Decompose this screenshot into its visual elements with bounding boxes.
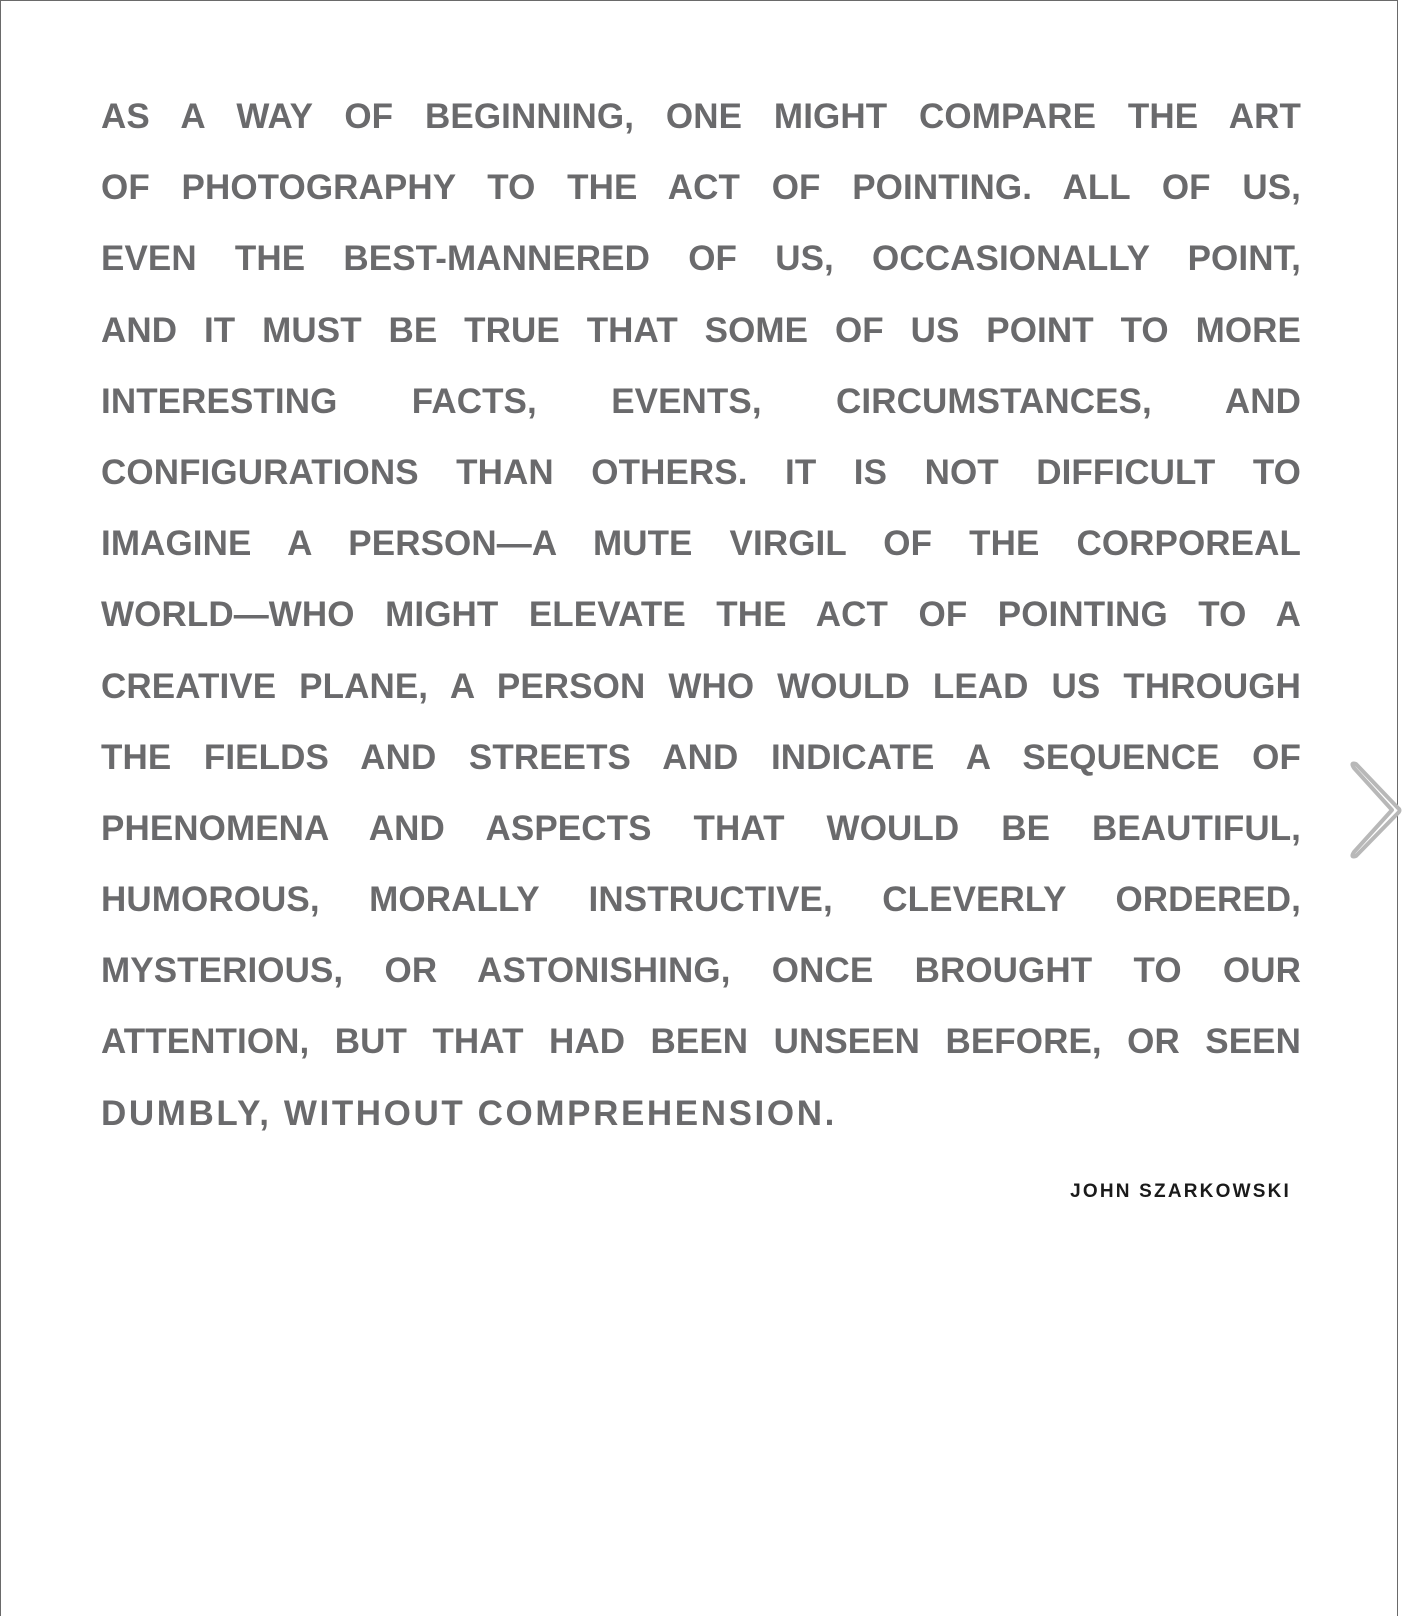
- quote-attribution: JOHN SZARKOWSKI: [1070, 1181, 1291, 1202]
- quote-line: CONFIGURATIONS THAN OTHERS. IT IS NOT DIFFICULT TO: [101, 452, 1301, 492]
- quote-line: AND IT MUST BE TRUE THAT SOME OF US POINT TO MORE: [101, 310, 1301, 350]
- quote-line: CREATIVE PLANE, A PERSON WHO WOULD LEAD US THROUGH: [101, 666, 1301, 706]
- quote-line: WORLD—WHO MIGHT ELEVATE THE ACT OF POINTING TO A: [101, 595, 1301, 635]
- quote-line: IMAGINE A PERSON—A MUTE VIRGIL OF THE CORPOREAL: [101, 524, 1301, 564]
- quote-line: THE FIELDS AND STREETS AND INDICATE A SEQUENCE OF: [101, 737, 1301, 777]
- quote-line: ATTENTION, BUT THAT HAD BEEN UNSEEN BEFORE, OR SEEN: [101, 1022, 1301, 1062]
- quote-block: [101, 89, 1301, 1157]
- chevron-right-icon: [1348, 760, 1402, 860]
- quote-line: HUMOROUS, MORALLY INSTRUCTIVE, CLEVERLY ORDERED,: [101, 880, 1301, 920]
- next-page-button[interactable]: [1348, 760, 1402, 860]
- quote-line: MYSTERIOUS, OR ASTONISHING, ONCE BROUGHT TO OUR: [101, 951, 1301, 991]
- quote-line: DUMBLY, WITHOUT COMPREHENSION.: [101, 1093, 837, 1133]
- quote-line: INTERESTING FACTS, EVENTS, CIRCUMSTANCES, AND: [101, 381, 1301, 421]
- quote-line: OF PHOTOGRAPHY TO THE ACT OF POINTING. ALL OF US,: [101, 168, 1301, 208]
- quote-line: EVEN THE BEST-MANNERED OF US, OCCASIONALLY POINT,: [101, 239, 1301, 279]
- quote-line: AS A WAY OF BEGINNING, ONE MIGHT COMPARE THE ART: [101, 97, 1301, 136]
- quote-line: PHENOMENA AND ASPECTS THAT WOULD BE BEAUTIFUL,: [101, 808, 1301, 848]
